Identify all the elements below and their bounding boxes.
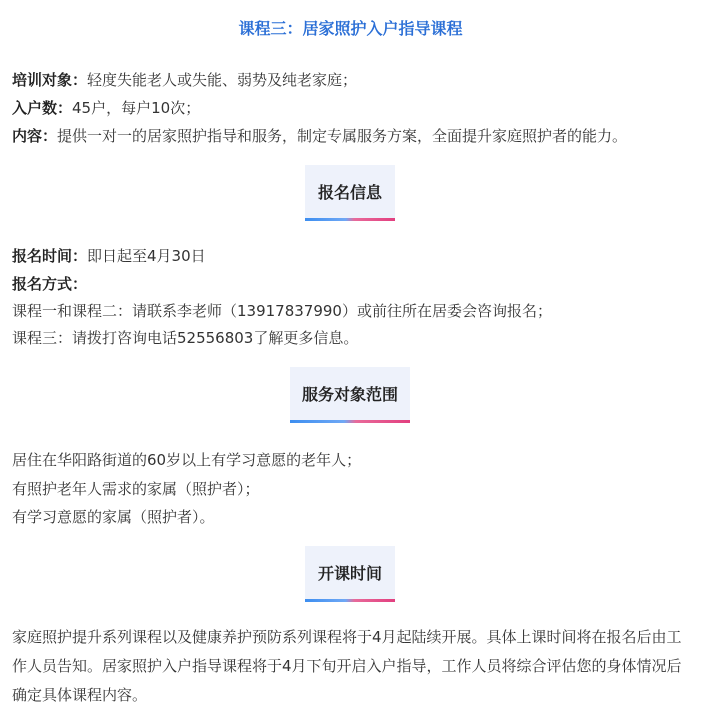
signup-method-label: 报名方式： [12,275,88,293]
signup-heading-text: 报名信息 [317,183,382,202]
service-heading-underline [290,420,410,423]
service-line-2: 有照护老年人需求的家属（照护者）； [12,480,260,498]
signup-method-line-1: 课程一和课程二：请联系李老师（13917837990）或前往所在居委会咨询报名； [12,302,552,320]
household-count-value: 45户，每户10次； [72,99,201,117]
schedule-paragraph: 家庭照护提升系列课程以及健康养护预防系列课程将于4月起陆续开展。具体上课时间将在报名后由工作人员告知。居家照护入户指导课程将于4月下旬开启入户指导，工作人员将综合评估您的身体情况后确定具体课程内容。 [12,628,682,704]
target-audience-value: 轻度失能老人或失能、弱势及纯老家庭； [87,71,358,89]
service-heading-box [290,367,410,420]
content-line [12,125,689,147]
signup-heading-underline [305,218,395,221]
target-audience-line [12,69,689,91]
signup-section-heading [0,165,701,223]
target-audience-label: 培训对象： [12,71,88,89]
signup-method-label-line [12,273,689,295]
signup-method-line-2: 课程三：请拨打咨询电话52556803了解更多信息。 [12,329,359,347]
schedule-heading-text: 开课时间 [317,564,382,583]
schedule-section-heading [0,546,701,604]
schedule-heading-box [305,546,395,599]
signup-heading-box [305,165,395,218]
schedule-heading-underline [305,599,395,602]
service-section-heading [0,367,701,425]
household-count-line [12,97,689,119]
service-heading-text: 服务对象范围 [301,385,398,404]
service-line-3: 有学习意愿的家属（照护者）。 [12,508,215,526]
content-label: 内容： [12,127,58,145]
service-line-1: 居住在华阳路街道的60岁以上有学习意愿的老年人； [12,451,362,469]
household-count-label: 入户数： [12,99,73,117]
content-value: 提供一对一的居家照护指导和服务，制定专属服务方案，全面提升家庭照护者的能力。 [57,127,628,145]
signup-time-value: 即日起至4月30日 [87,247,206,265]
signup-time-label: 报名时间： [12,247,88,265]
course-title: 课程三：居家照护入户指导课程 [238,19,463,38]
signup-time-line [12,245,689,267]
